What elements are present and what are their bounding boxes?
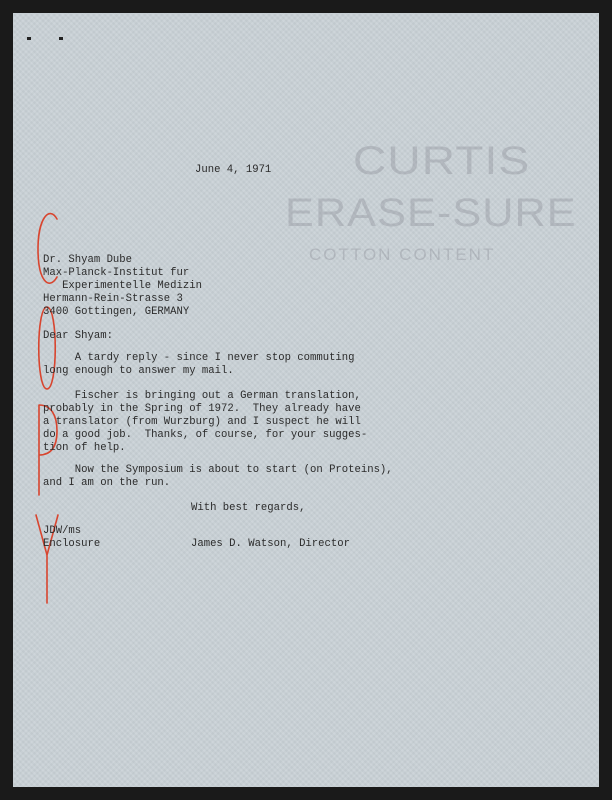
recipient-city: 3400 Gottingen, GERMANY bbox=[43, 306, 190, 318]
letter-page bbox=[13, 13, 599, 787]
recipient-institute: Max-Planck-Institut fur bbox=[43, 267, 190, 279]
recipient-department: Experimentelle Medizin bbox=[43, 280, 202, 292]
body-line: Now the Symposium is about to start (on Proteins), bbox=[43, 464, 393, 476]
typist-initials: JDW/ms bbox=[43, 525, 82, 537]
body-line: do a good job. Thanks, of course, for your sugges- bbox=[43, 429, 368, 441]
body-line: and I am on the run. bbox=[43, 477, 171, 489]
scan-mark bbox=[27, 37, 31, 40]
letter-date: June 4, 1971 bbox=[195, 164, 272, 176]
signature-line: James D. Watson, Director bbox=[191, 538, 350, 550]
watermark-erase-sure: ERASE-SURE bbox=[285, 191, 577, 235]
watermark-cotton-content: COTTON CONTENT bbox=[309, 245, 496, 264]
body-line: A tardy reply - since I never stop commuting bbox=[43, 352, 355, 364]
recipient-street: Hermann-Rein-Strasse 3 bbox=[43, 293, 183, 305]
body-line: Fischer is bringing out a German translation, bbox=[43, 390, 361, 402]
body-line: a translator (from Wurzburg) and I suspect he will bbox=[43, 416, 361, 428]
recipient-name: Dr. Shyam Dube bbox=[43, 254, 133, 266]
body-line: tion of help. bbox=[43, 442, 126, 454]
body-line: long enough to answer my mail. bbox=[43, 365, 234, 377]
enclosure-note: Enclosure bbox=[43, 538, 101, 550]
closing: With best regards, bbox=[191, 502, 306, 514]
body-line: probably in the Spring of 1972. They already have bbox=[43, 403, 361, 415]
watermark-curtis: CURTIS bbox=[353, 139, 531, 183]
salutation: Dear Shyam: bbox=[43, 330, 113, 342]
scan-mark bbox=[59, 37, 63, 40]
